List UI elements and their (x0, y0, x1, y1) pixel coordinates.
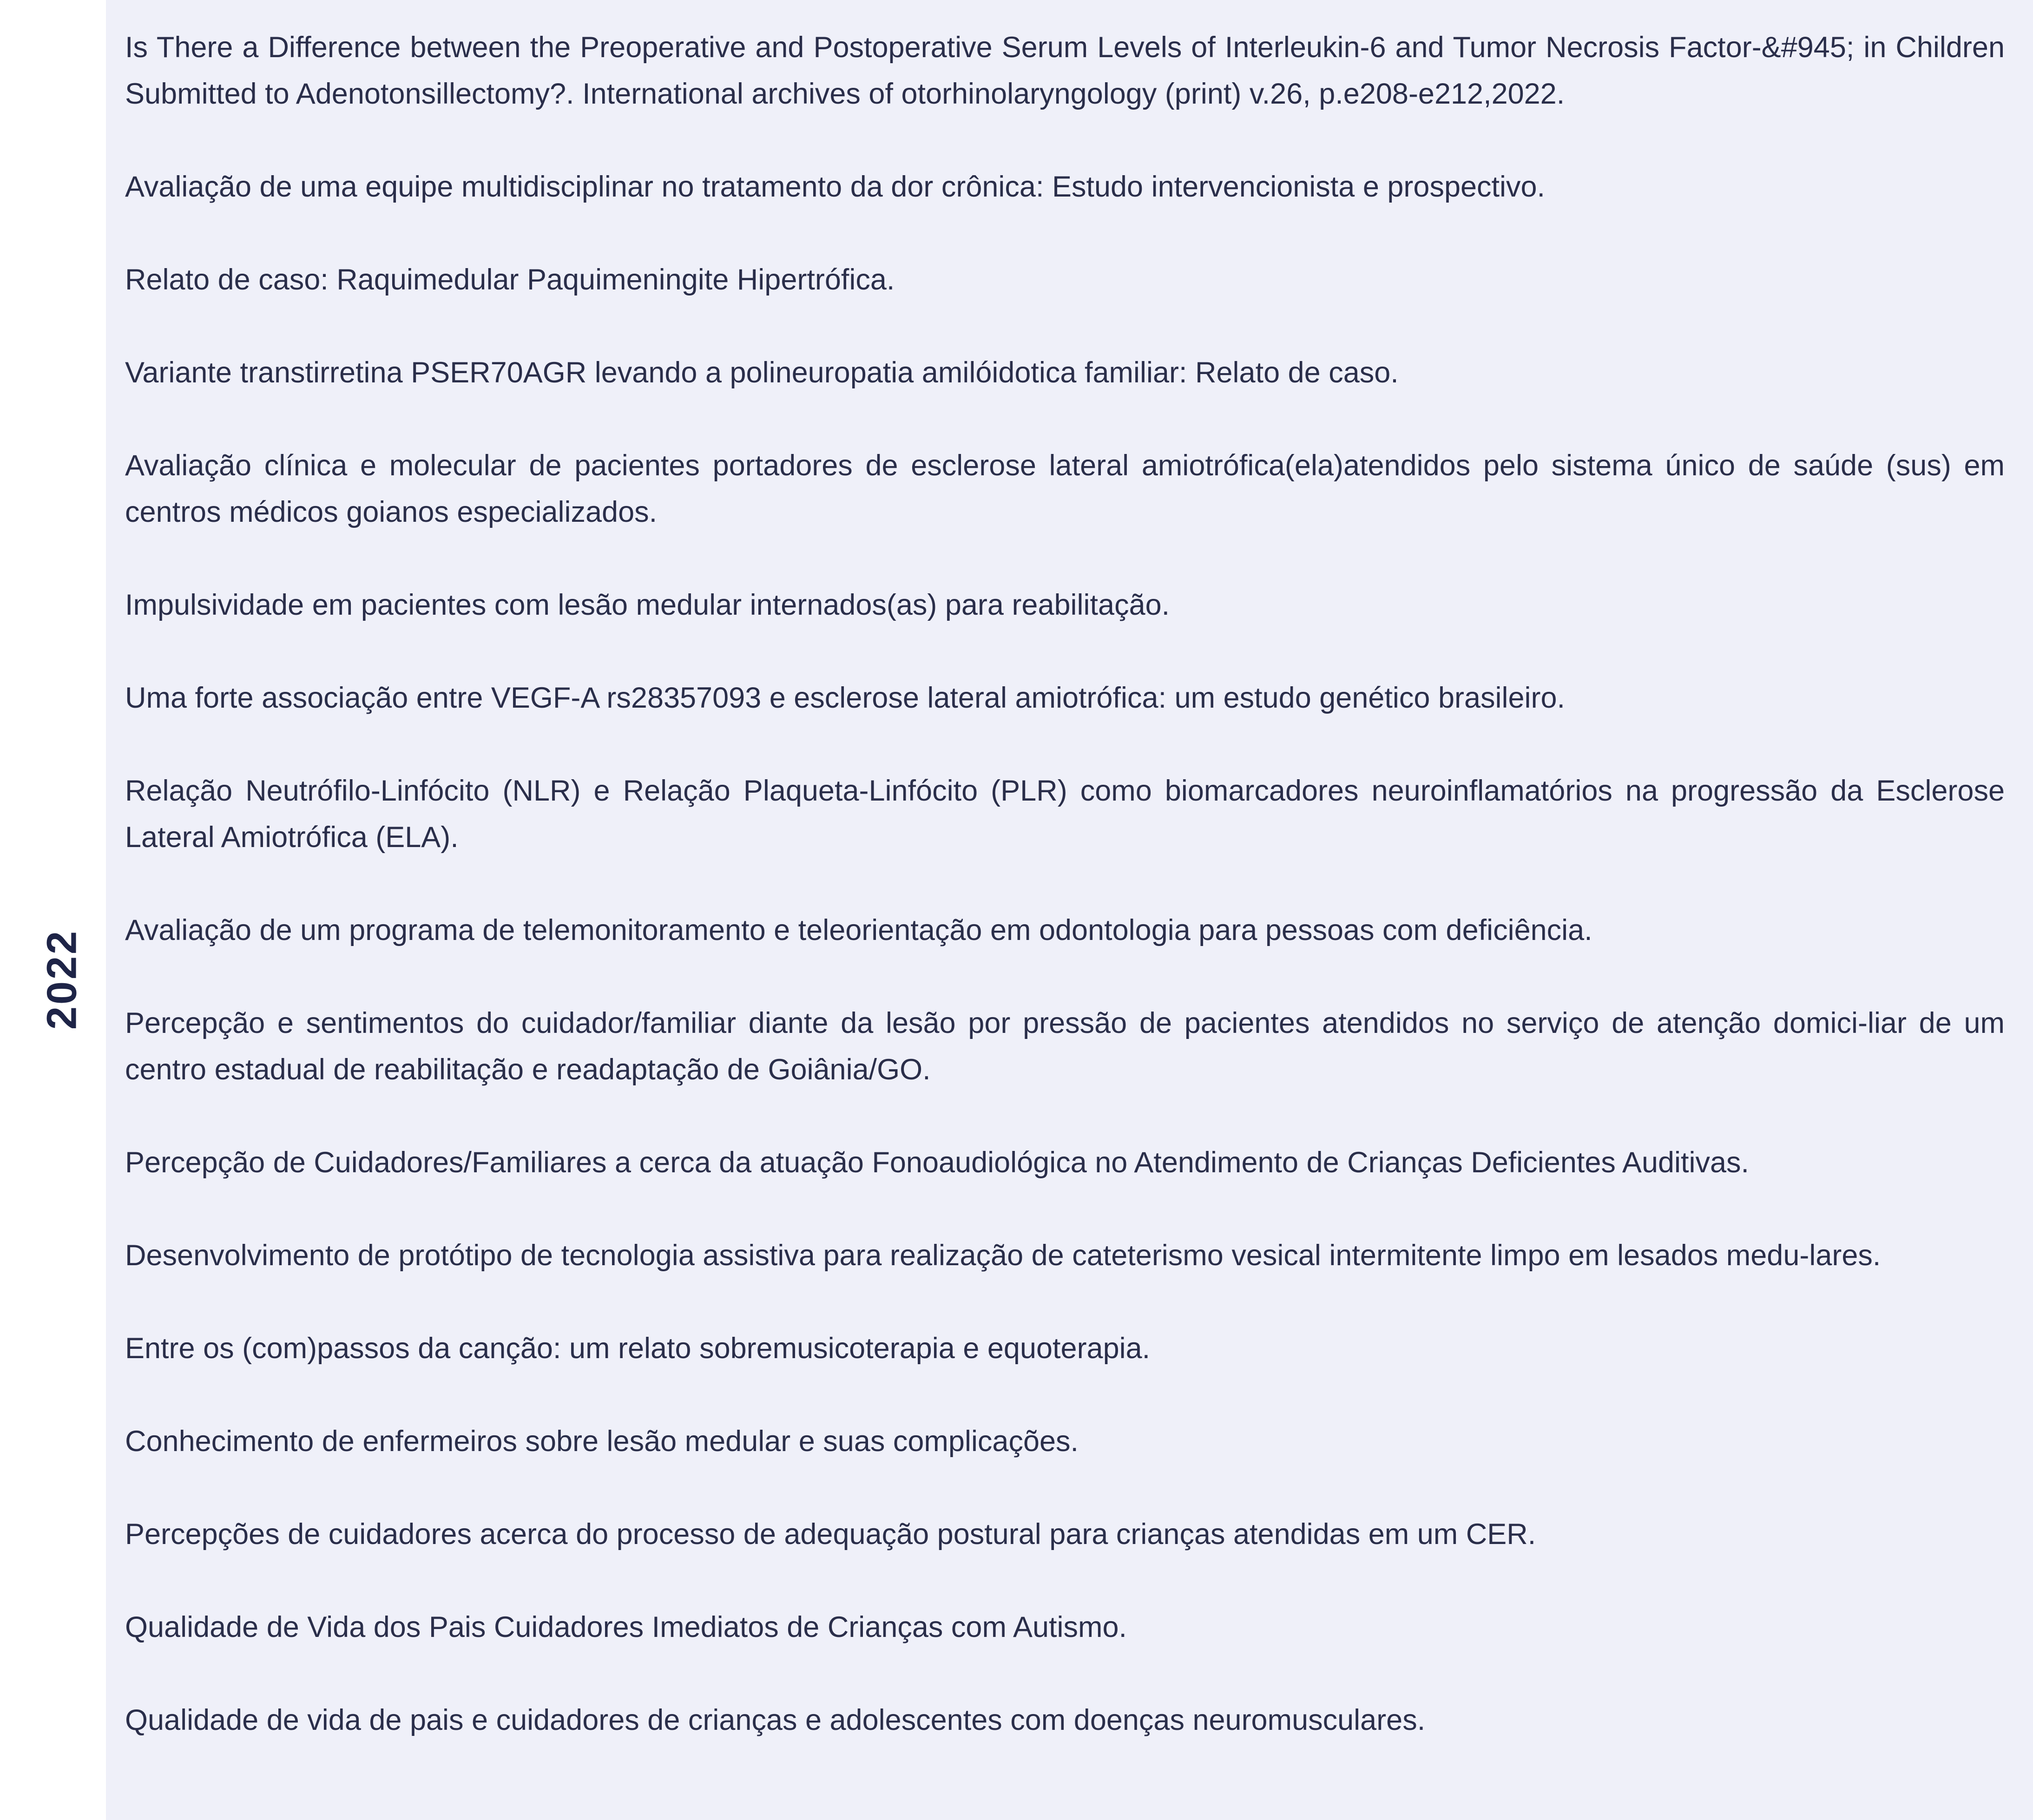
publication-item: Avaliação de um programa de telemonitoramento e teleorientação em odontologia para pessoas com deficiência. (125, 914, 1592, 946)
publication-list (125, 24, 2005, 1790)
publication-item: Percepção e sentimentos do cuidador/familiar diante da lesão por pressão de pacientes atendidos no serviço de atenção domici-liar de um centro estadual de reabilitação e readaptação de Goiânia/GO. (125, 1007, 2005, 1086)
publication-item: Uma forte associação entre VEGF-A rs28357093 e esclerose lateral amiotrófica: um estudo genético brasileiro. (125, 682, 1566, 714)
publication-item: Percepção de Cuidadores/Familiares a cerca da atuação Fonoaudiológica no Atendimento de Crianças Deficientes Auditivas. (125, 1146, 1750, 1179)
publication-item: Avaliação de uma equipe multidisciplinar no tratamento da dor crônica: Estudo intervencionista e prospectivo. (125, 171, 1546, 203)
publication-item: Percepções de cuidadores acerca do processo de adequação postural para crianças atendidas em um CER. (125, 1518, 1536, 1551)
publication-item: Desenvolvimento de protótipo de tecnologia assistiva para realização de cateterismo vesical intermitente limpo em lesados medu-lares. (125, 1239, 1881, 1272)
publication-item: Relato de caso: Raquimedular Paquimeningite Hipertrófica. (125, 263, 895, 296)
publication-item: Is There a Difference between the Preoperative and Postoperative Serum Levels of Interleukin-6 and Tumor Necrosis Factor-&#945; in Children Submitted to Adenotonsillectomy?. International archives of otorhinolaryngology (print) v.26, p.e208-e212,2022. (125, 31, 2005, 110)
publication-item: Qualidade de Vida dos Pais Cuidadores Imediatos de Crianças com Autismo. (125, 1611, 1127, 1643)
publication-item: Conhecimento de enfermeiros sobre lesão medular e suas complicações. (125, 1425, 1079, 1458)
year-column (0, 0, 106, 1820)
publications-panel (106, 0, 2033, 1820)
publication-item: Qualidade de vida de pais e cuidadores de crianças e adolescentes com doenças neuromusculares. (125, 1704, 1426, 1736)
publication-item: Avaliação clínica e molecular de pacientes portadores de esclerose lateral amiotrófica(ela)atendidos pelo sistema único de saúde (sus) em centros médicos goianos especializados. (125, 449, 2005, 528)
year-label: 2022 (39, 929, 86, 1030)
publication-item: Relação Neutrófilo-Linfócito (NLR) e Relação Plaqueta-Linfócito (PLR) como biomarcadores neuroinflamatórios na progressão da Esclerose Lateral Amiotrófica (ELA). (125, 775, 2005, 854)
publication-item: Impulsividade em pacientes com lesão medular internados(as) para reabilitação. (125, 589, 1170, 621)
publication-item: Variante transtirretina PSER70AGR levando a polineuropatia amilóidotica familiar: Relato de caso. (125, 356, 1399, 389)
publication-item: Entre os (com)passos da canção: um relato sobremusicoterapia e equoterapia. (125, 1332, 1151, 1365)
